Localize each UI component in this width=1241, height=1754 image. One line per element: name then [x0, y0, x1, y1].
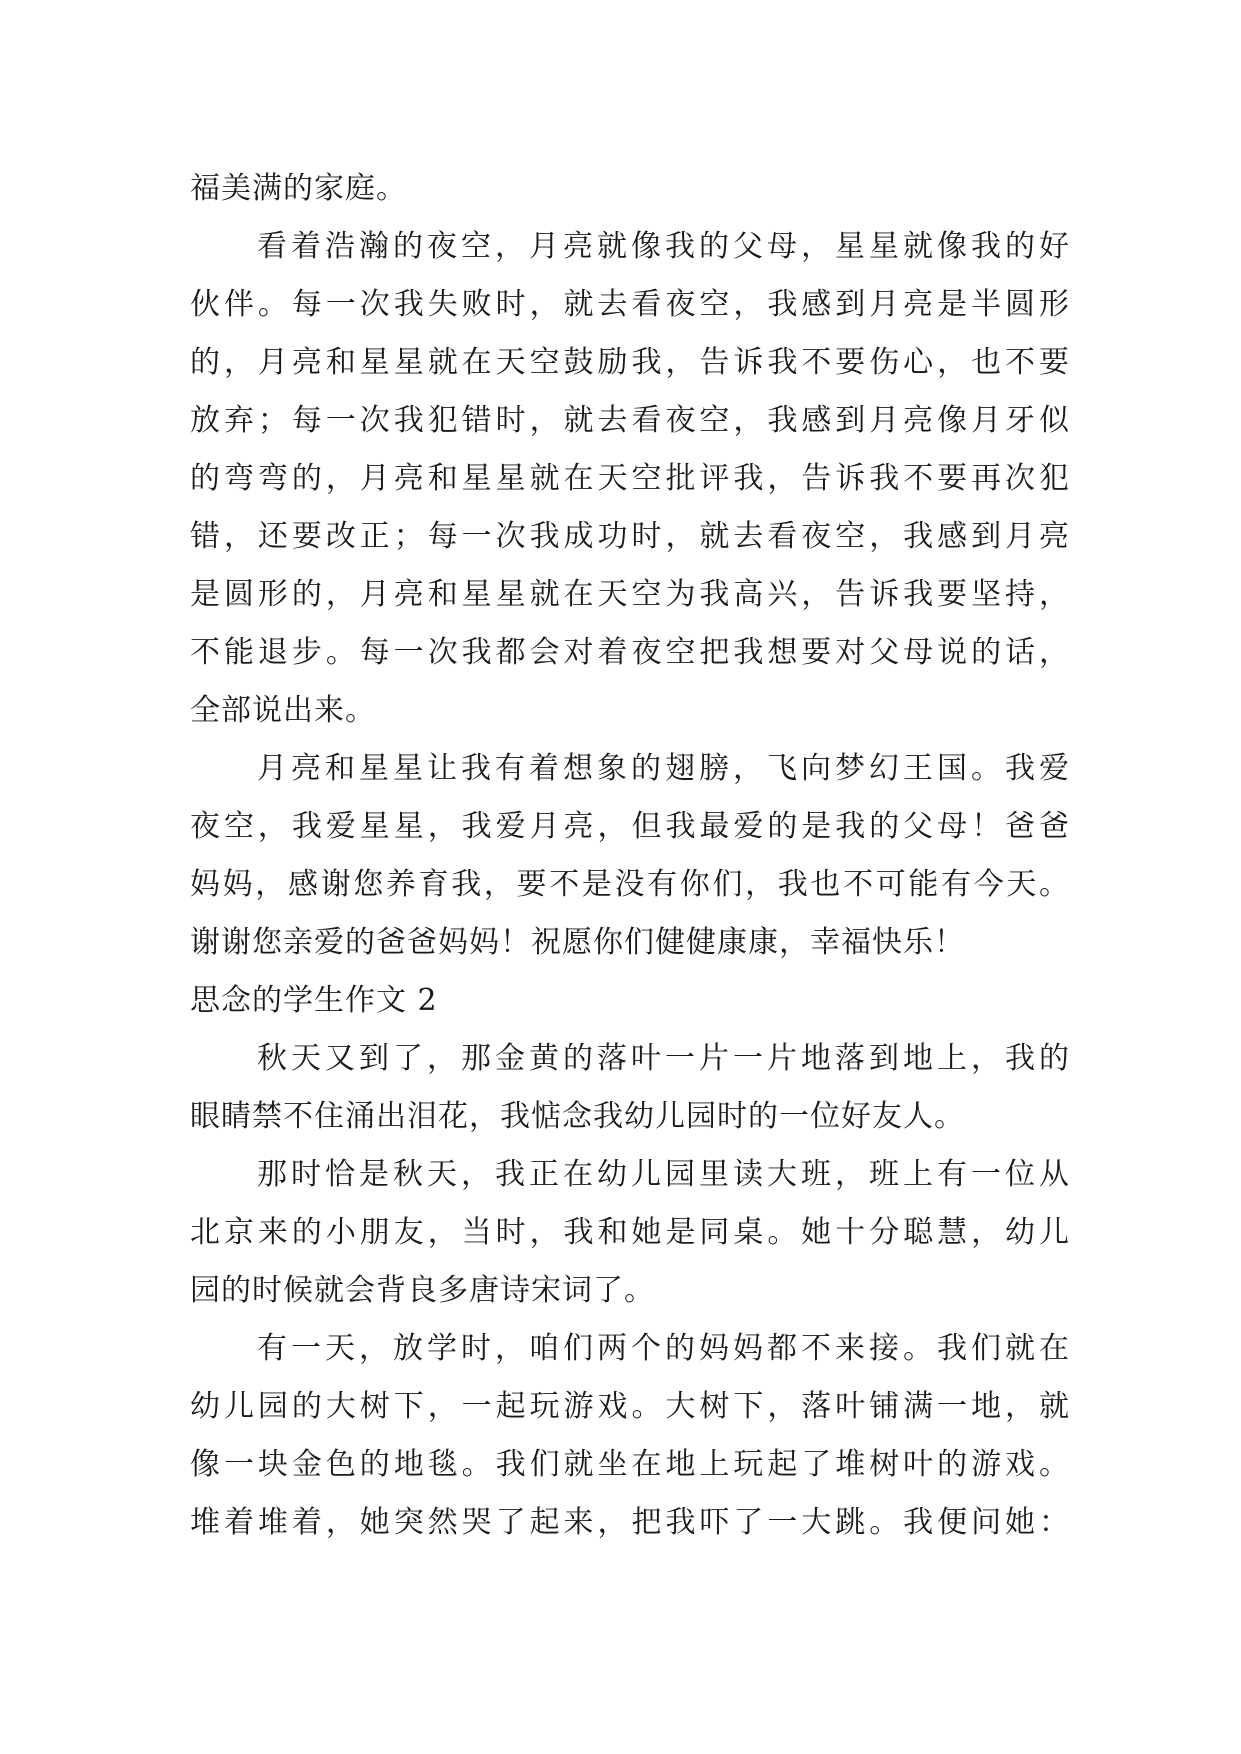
text-line: 月亮和星星让我有着想象的翅膀，飞向梦幻王国。我爱	[257, 751, 1070, 786]
section-heading: 思念的学生作文 2	[190, 983, 438, 1018]
text-line: 福美满的家庭。	[190, 171, 407, 206]
text-line: 是圆形的，月亮和星星就在天空为我高兴，告诉我要坚持，	[190, 577, 1070, 612]
text-line: 错，还要改正；每一次我成功时，就去看夜空，我感到月亮	[190, 519, 1070, 554]
text-line: 夜空，我爱星星，我爱月亮，但我最爱的是我的父母！爸爸	[190, 809, 1070, 844]
text-line: 那时恰是秋天，我正在幼儿园里读大班，班上有一位从	[257, 1157, 1070, 1192]
text-line: 不能退步。每一次我都会对着夜空把我想要对父母说的话，	[190, 635, 1070, 670]
text-line: 幼儿园的大树下，一起玩游戏。大树下，落叶铺满一地，就	[190, 1389, 1070, 1424]
text-line: 眼睛禁不住涌出泪花，我惦念我幼儿园时的一位好友人。	[190, 1099, 965, 1134]
text-line: 堆着堆着，她突然哭了起来，把我吓了一大跳。我便问她：	[190, 1505, 1070, 1540]
text-line: 园的时候就会背良多唐诗宋词了。	[190, 1273, 655, 1308]
text-line: 像一块金色的地毯。我们就坐在地上玩起了堆树叶的游戏。	[190, 1447, 1070, 1482]
essay-body	[190, 160, 1070, 1552]
text-line: 妈妈，感谢您养育我，要不是没有你们，我也不可能有今天。	[190, 867, 1070, 902]
text-line: 的，月亮和星星就在天空鼓励我，告诉我不要伤心，也不要	[190, 345, 1070, 380]
text-line: 谢谢您亲爱的爸爸妈妈！祝愿你们健健康康，幸福快乐！	[190, 925, 965, 960]
text-line: 放弃；每一次我犯错时，就去看夜空，我感到月亮像月牙似	[190, 403, 1070, 438]
text-line: 的弯弯的，月亮和星星就在天空批评我，告诉我不要再次犯	[190, 461, 1070, 496]
text-line: 伙伴。每一次我失败时，就去看夜空，我感到月亮是半圆形	[190, 287, 1070, 322]
text-line: 有一天，放学时，咱们两个的妈妈都不来接。我们就在	[257, 1331, 1070, 1366]
text-line: 全部说出来。	[190, 693, 376, 728]
text-line: 北京来的小朋友，当时，我和她是同桌。她十分聪慧，幼儿	[190, 1215, 1070, 1250]
text-line: 秋天又到了，那金黄的落叶一片一片地落到地上，我的	[257, 1041, 1070, 1076]
text-line: 看着浩瀚的夜空，月亮就像我的父母，星星就像我的好	[257, 229, 1070, 264]
